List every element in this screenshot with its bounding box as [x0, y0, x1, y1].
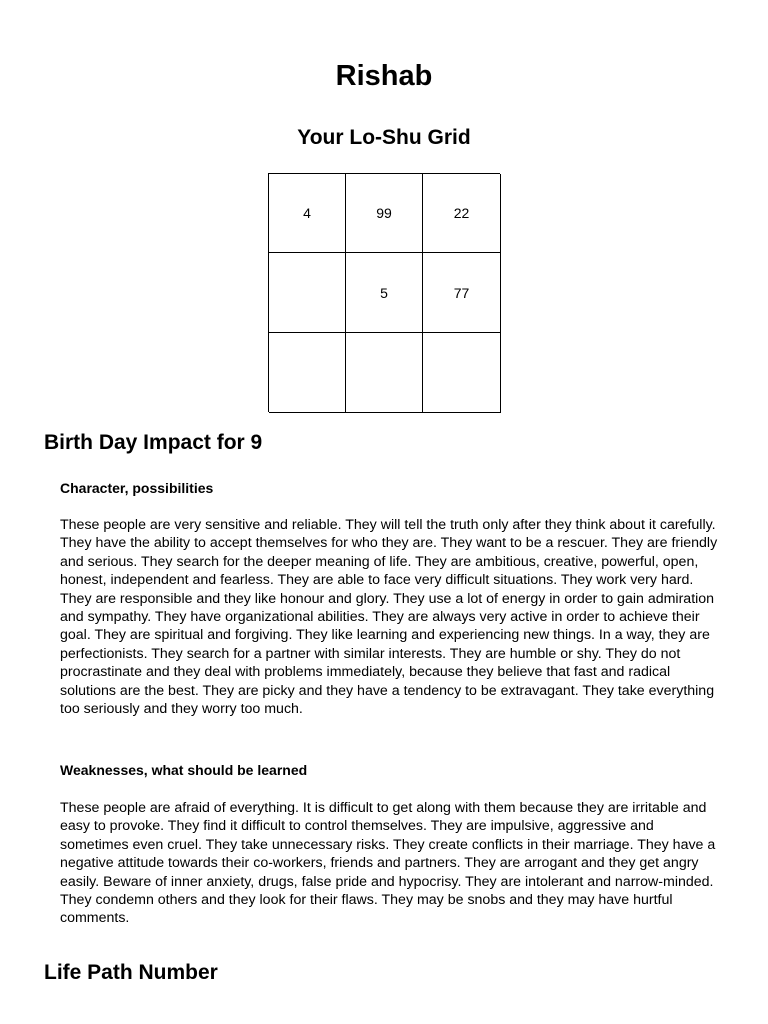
page-title: Rishab — [335, 60, 433, 92]
life-path-heading: Life Path Number — [44, 961, 218, 984]
grid-cell-r3c2 — [346, 333, 423, 413]
lo-shu-grid — [268, 173, 500, 412]
weakness-paragraph: These people are afraid of everything. It is difficult to get along with them because they are irritable and easy to provoke. They find it difficult to control themselves. They are impulsive, aggressive and sometimes even cruel. They take unnecessary risks. They create conflicts in their marriage. They have a negative attitude towards their co-workers, friends and partners. They are arrogant and they get angry easily. Beware of inner anxiety, drugs, false pride and hypocrisy. They are intolerant and narrow-minded. They condemn others and they look for their flaws. They may be snobs and they may have hurtful comments. — [60, 800, 716, 927]
weakness-heading: Weaknesses, what should be learned — [60, 762, 308, 778]
grid-title: Your Lo-Shu Grid — [297, 126, 471, 149]
grid-cell-r1c1: 4 — [269, 174, 346, 253]
grid-cell-r2c3: 77 — [423, 253, 501, 333]
grid-cell-r2c2: 5 — [346, 253, 423, 333]
grid-cell-r3c1 — [269, 333, 346, 413]
birthday-impact-heading: Birth Day Impact for 9 — [44, 431, 263, 454]
grid-cell-r1c3: 22 — [423, 174, 501, 253]
grid-cell-r1c2: 99 — [346, 174, 423, 253]
grid-cell-r3c3 — [423, 333, 501, 413]
grid-cell-r2c1 — [269, 253, 346, 333]
character-paragraph: These people are very sensitive and reliable. They will tell the truth only after they think about it carefully. They have the ability to accept themselves for who they are. They want to be a rescuer. They are friendly and serious. They search for the deeper meaning of life. They are ambitious, creative, powerful, open, honest, independent and fearless. They are able to face very difficult situations. They work very hard. They are responsible and they like honour and glory. They use a lot of energy in order to gain admiration and sympathy. They have organizational abilities. They are always very active in order to achieve their goal. They are spiritual and forgiving. They like learning and experiencing new things. In a way, they are perfectionists. They search for a partner with similar interests. They are humble or shy. They do not procrastinate and they deal with problems immediately, because they believe that fast and radical solutions are the best. They are picky and they have a tendency to be extravagant. They take everything too seriously and they worry too much. — [60, 517, 718, 718]
character-heading: Character, possibilities — [60, 480, 214, 496]
